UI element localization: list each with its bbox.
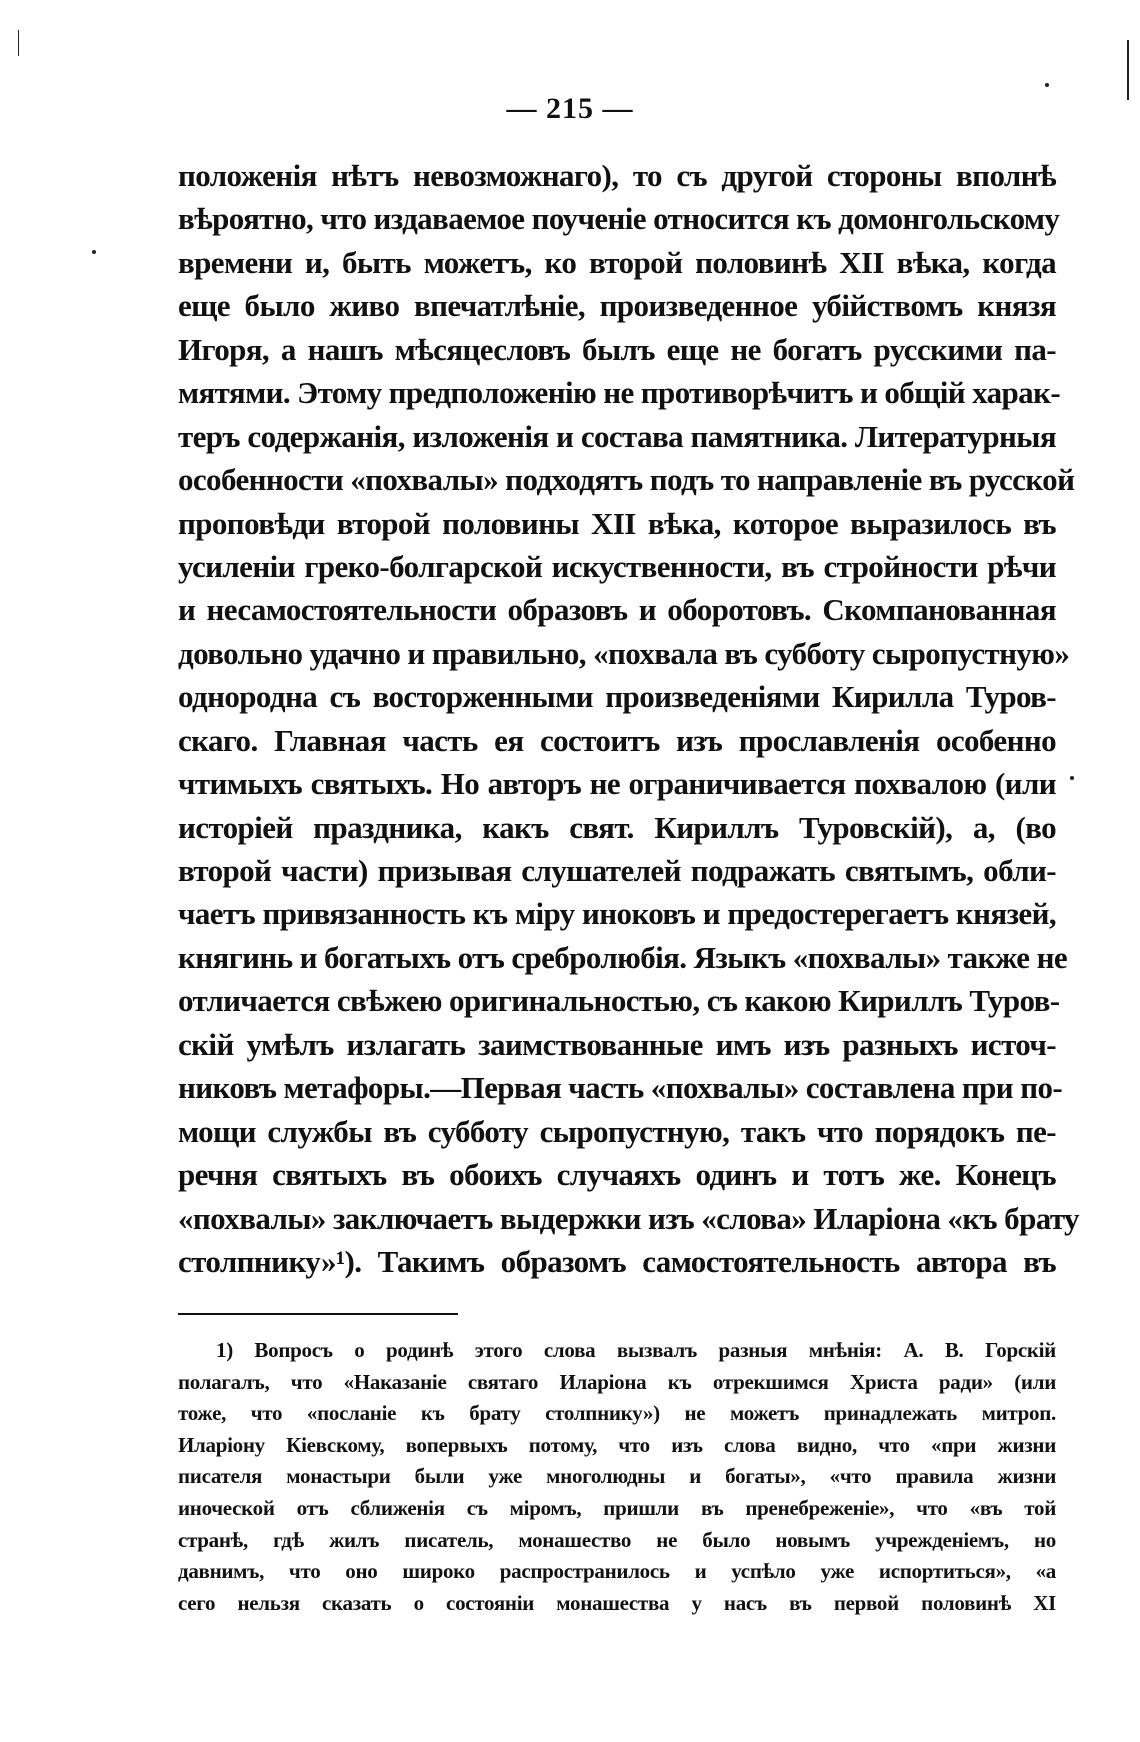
right-edge-mark [1127, 40, 1129, 100]
ink-speck [1045, 83, 1049, 87]
footnote-line: Иларіону Кіевскому, вопервыхъ потому, что изъ слова видно, что «при жизни [178, 1432, 1056, 1457]
body-line: мощи службы въ субботу сыропустную, такъ что порядокъ пе- [178, 1113, 1056, 1149]
body-line: исторіей праздника, какъ свят. Кириллъ Туровскій), а, (во [178, 809, 1056, 845]
body-line: особенности «похвалы» подходятъ подъ то направленіе въ русской [178, 462, 1075, 498]
body-line: чаетъ привязанность къ міру иноковъ и предостерегаетъ князей, [178, 896, 1056, 932]
body-line: столпнику»¹). Такимъ образомъ самостоятельность автора въ [178, 1243, 1056, 1279]
body-line: скаго. Главная часть ея состоитъ изъ прославленія особенно [178, 722, 1056, 758]
body-line: проповѣди второй половины XII вѣка, которое выразилось въ [178, 505, 1056, 541]
body-line: усиленіи греко-болгарской искуственности, въ стройности рѣчи [178, 548, 1056, 584]
body-line: Игоря, а нашъ мѣсяцесловъ былъ еще не богатъ русскими па- [178, 331, 1056, 367]
body-text [178, 154, 1079, 1283]
body-line: вѣроятно, что издаваемое поученіе относится къ домонгольскому [178, 201, 1060, 237]
body-line: положенія нѣтъ невозможнаго), то съ другой стороны вполнѣ [178, 158, 1056, 193]
footnote-line: тоже, что «посланіе къ брату столпнику») не можетъ принадлежать митроп. [178, 1401, 1056, 1426]
body-line: времени и, быть можетъ, ко второй половинѣ XII вѣка, когда [178, 244, 1056, 280]
body-line: чтимыхъ святыхъ. Но авторъ не ограничивается похвалою (или [178, 766, 1056, 802]
body-line: отличается свѣжею оригинальностью, съ какою Кириллъ Туров- [178, 983, 1060, 1019]
body-line: и несамостоятельности образовъ и оборотовъ. Скомпанованная [178, 592, 1056, 628]
body-line: «похвалы» заключаетъ выдержки изъ «слова» Иларіона «къ брату [178, 1200, 1079, 1236]
body-line: мятями. Этому предположенію не противорѣчитъ и общій харак- [178, 375, 1061, 411]
body-line: княгинь и богатыхъ отъ сребролюбія. Языкъ «похвалы» также не [178, 939, 1068, 975]
left-edge-mark [18, 30, 19, 56]
ink-speck [92, 250, 96, 254]
footnote-separator [178, 1313, 458, 1315]
footnote-line: писателя монастыри были уже многолюдны и богаты», «что правила жизни [178, 1464, 1056, 1489]
footnote [178, 1335, 1056, 1619]
page-number: — 215 — [506, 92, 634, 125]
ink-speck [1070, 776, 1074, 780]
body-line: скій умѣлъ излагать заимствованные имъ изъ разныхъ источ- [178, 1026, 1056, 1062]
footnote-line: 1) Вопросъ о родинѣ этого слова вызвалъ разныя мнѣнія: А. В. Горскій [216, 1338, 1056, 1362]
footnote-line: иноческой отъ сближенія съ міромъ, пришли въ пренебреженіе», что «въ той [178, 1495, 1056, 1520]
body-line: еще было живо впечатлѣніе, произведенное убійствомъ князя [178, 288, 1056, 324]
footnote-line: сего нельзя сказать о состояніи монашества у насъ въ первой половинѣ XI [178, 1590, 1056, 1615]
body-line: теръ содержанія, изложенія и состава памятника. Литературныя [178, 418, 1056, 454]
footnote-line: полагалъ, что «Наказаніе святаго Иларіона къ отрекшимся Христа ради» (или [178, 1369, 1056, 1394]
body-line: второй части) призывая слушателей подражать святымъ, обли- [178, 853, 1056, 888]
body-line: никовъ метафоры.—Первая часть «похвалы» составлена при по- [178, 1070, 1063, 1106]
body-line: довольно удачно и правильно, «похвала въ субботу сыропустную» [178, 635, 1070, 671]
body-line: однородна съ восторженными произведеніями Кирилла Туров- [178, 679, 1056, 715]
footnote-line: давнимъ, что оно широко распространилось и успѣло уже испортиться», «а [178, 1559, 1056, 1584]
body-line: речня святыхъ въ обоихъ случаяхъ одинъ и тотъ же. Конецъ [178, 1157, 1056, 1193]
footnote-line: странѣ, гдѣ жилъ писатель, монашество не было новымъ учрежденіемъ, но [178, 1527, 1056, 1552]
